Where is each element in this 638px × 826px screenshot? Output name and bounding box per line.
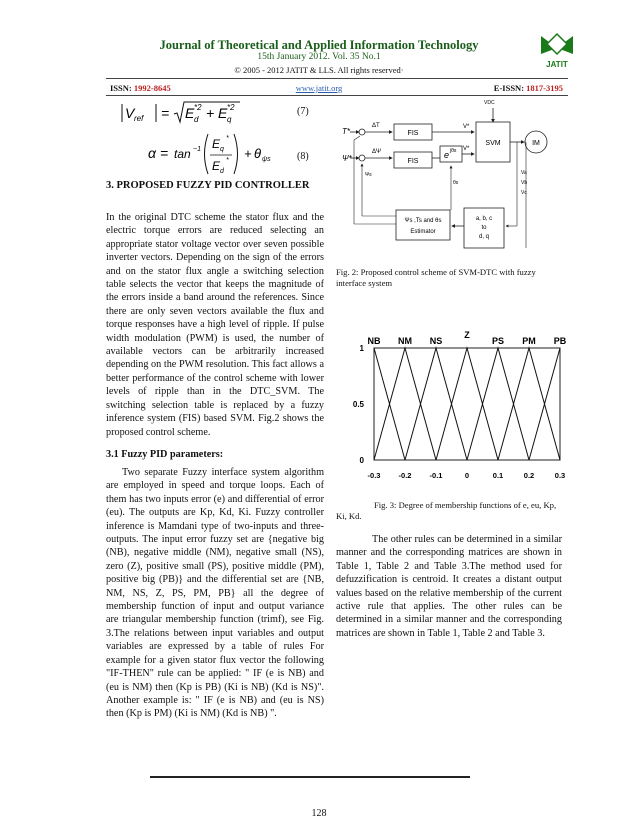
svg-text:ψs: ψs (262, 156, 271, 163)
mf-line-ps (467, 348, 529, 460)
equation-7-number: (7) (297, 106, 309, 117)
mf-line-nm (374, 348, 436, 460)
svg-text:=: = (161, 105, 170, 121)
x-tick-label: -0.3 (367, 471, 381, 480)
svg-text:to: to (481, 225, 487, 231)
svg-text:E: E (212, 137, 221, 151)
svg-text:V*: V* (463, 146, 470, 152)
svg-text:q: q (227, 115, 232, 124)
vdc-label: VDC (484, 100, 495, 106)
svg-text:Ψs: Ψs (365, 172, 372, 178)
svg-text:+: + (206, 105, 215, 121)
svg-text:V: V (125, 105, 135, 121)
header-rule-top (106, 78, 568, 79)
svg-text:Estimator: Estimator (410, 229, 436, 235)
svg-text:*2: *2 (227, 103, 235, 112)
svg-text:Va: Va (521, 170, 527, 176)
svg-text:q: q (220, 146, 224, 153)
figure-2-diagram (336, 96, 560, 262)
footer-rule (150, 776, 470, 778)
eissn: E-ISSN: 1817-3195 (493, 83, 563, 93)
journal-url[interactable]: www.jatit.org (295, 83, 343, 93)
x-tick-label: 0.2 (523, 471, 535, 480)
motor-label: IM (532, 140, 540, 147)
svg-text:Ψ*: Ψ* (342, 154, 352, 163)
svg-text:tan: tan (174, 147, 191, 161)
svg-text:α: α (148, 145, 156, 161)
y-tick-label: 0.5 (352, 400, 364, 409)
equation-8-number: (8) (297, 151, 309, 162)
subsection-heading: 3.1 Fuzzy PID parameters: (106, 449, 224, 460)
equation-8 (146, 128, 286, 178)
svg-text:*2: *2 (194, 103, 202, 112)
mf-line-pm (498, 348, 560, 460)
page-number: 128 (311, 808, 327, 819)
svg-text:T*: T* (342, 127, 350, 136)
x-tick-label: 0.3 (554, 471, 566, 480)
mf-label-pb: PB (553, 336, 567, 346)
left-paragraph-1: In the original DTC scheme the stator flux and the electric torque errors are reduced selecting an appropriate stator voltage vector over seven possible inverter vectors. Depending on the sign of the errors and on the stator flux angle a switching selection table selects the vector that keeps the magnitude of the errors inside a band around the references. Since there are only seven vectors available the flux and torque responses have a high level of ripple. If pulse width modulation (PWM) is used, the number of available vectors can be arbitrarily increased depending on the PWM resolution. This fact allows a better performance of the control scheme with lower levels of ripple than in the DTC_SVM. The switching selection table is replaced by a fuzzy inference system (FIS) based SVM. Fig.2 shows the proposed control scheme. (106, 212, 324, 438)
svg-text:d: d (194, 115, 199, 124)
fis-label-1: FIS (407, 130, 419, 137)
svg-text:θs: θs (453, 180, 459, 186)
mf-label-ns: NS (429, 336, 443, 346)
figure-3-caption: Fig. 3: Degree of membership functions of e, eu, Kp, Ki, Kd. (336, 500, 557, 521)
svg-text:E: E (218, 105, 228, 121)
left-paragraph-2: Two separate Fuzzy interface system algorithm are employed in speed and torque loops. Each of them has two inputs error (e) and differential of error (eu). The outputs are Kp, Kd, Ki. Fuzzy controller inference is Mamdani type of two-inputs and three-outputs. The input error fuzzy set are {negative big (NB), negative middle (NM), negative small (NS), zero (Z), positive small (PS), positive middle (PM), positive big (PB)} and the differential set are {NB, NM, NS, Z, PS, PM, PB} all the degree of membership function of input and output variance are triangular membership function (trimf), see Fig. 3.The relations between input variables and output variables are expressed by a table of rules For example for a given stator flux vector the following "IF-THEN" rule can be applied: " IF (e is NB) and (eu is NM) then (Kp is PB) (Ki is NB) (Kd is NS)". Another example is: " IF (e is NB) and (eu is NS) then (Kp is PM) (Ki is NM) (Kd is NB) ". (106, 467, 324, 720)
mf-label-nb: NB (367, 336, 381, 346)
copyright-line: © 2005 - 2012 JATIT & LLS. All rights reserved· (234, 65, 404, 75)
issn: ISSN: 1992-8645 (110, 83, 171, 93)
svg-text:Vb: Vb (521, 180, 528, 186)
svg-text:d: d (220, 168, 224, 175)
mf-label-z: Z (464, 330, 470, 340)
y-tick-label: 1 (359, 344, 364, 353)
issue-date: 15th January 2012. Vol. 35 No.1 (257, 52, 381, 62)
svm-label: SVM (485, 140, 501, 147)
journal-logo (537, 30, 577, 72)
figure-2-caption: Fig. 2: Proposed control scheme of SVM-DTC with fuzzy interface system (336, 267, 536, 288)
mf-label-nm: NM (398, 336, 412, 346)
svg-text:θ: θ (254, 146, 262, 161)
right-paragraph-1: The other rules can be determined in a similar manner and the corresponding matrices are shown in Table 1, Table 2 and Table 3.The method used for defuzzification is centroid. It creates a distant output values based on the relative membership of the current active rule that applies. The other rules can be determined in a similar manner and the corresponding matrices are shown in Table 1, Table 2 and Table 3. (336, 534, 562, 639)
svg-text:−1: −1 (193, 146, 201, 153)
svg-text:E: E (212, 159, 221, 173)
svg-text:Ψs ,Ts and θs: Ψs ,Ts and θs (404, 218, 442, 224)
x-tick-label: -0.2 (398, 471, 412, 480)
svg-text:a, b, c: a, b, c (475, 216, 493, 222)
svg-text:ref: ref (134, 114, 144, 123)
x-tick-label: 0.1 (492, 471, 504, 480)
svg-text:Vc: Vc (521, 190, 527, 196)
plot-frame (374, 348, 560, 460)
svg-text:=: = (160, 145, 169, 161)
y-tick-label: 0 (359, 456, 364, 465)
equation-7 (120, 100, 320, 126)
svg-text:ΔΨ: ΔΨ (372, 149, 382, 155)
fis-label-2: FIS (407, 158, 419, 165)
svg-text:jθs: jθs (450, 148, 457, 154)
svg-text:e: e (444, 150, 450, 160)
svg-text:d, q: d, q (478, 234, 490, 240)
svg-text:+: + (244, 146, 252, 161)
svg-text:V*: V* (463, 124, 470, 130)
section-heading: 3. PROPOSED FUZZY PID CONTROLLER (106, 180, 310, 191)
x-tick-label: 0 (464, 471, 470, 480)
figure-3-chart (346, 318, 572, 490)
mf-line-ns (405, 348, 467, 460)
mf-line-z (436, 348, 498, 460)
journal-title: Journal of Theoretical and Applied Information Technology (159, 38, 479, 52)
svg-text:E: E (185, 105, 195, 121)
logo-text: JATIT (546, 60, 568, 69)
membership-function-chart (346, 318, 572, 490)
svg-text:*: * (226, 157, 229, 164)
svg-text:*: * (226, 135, 229, 142)
estimator-block (396, 210, 450, 240)
svg-text:ΔT: ΔT (372, 123, 380, 129)
mf-label-ps: PS (491, 336, 505, 346)
mf-label-pm: PM (522, 336, 536, 346)
x-tick-label: -0.1 (429, 471, 443, 480)
